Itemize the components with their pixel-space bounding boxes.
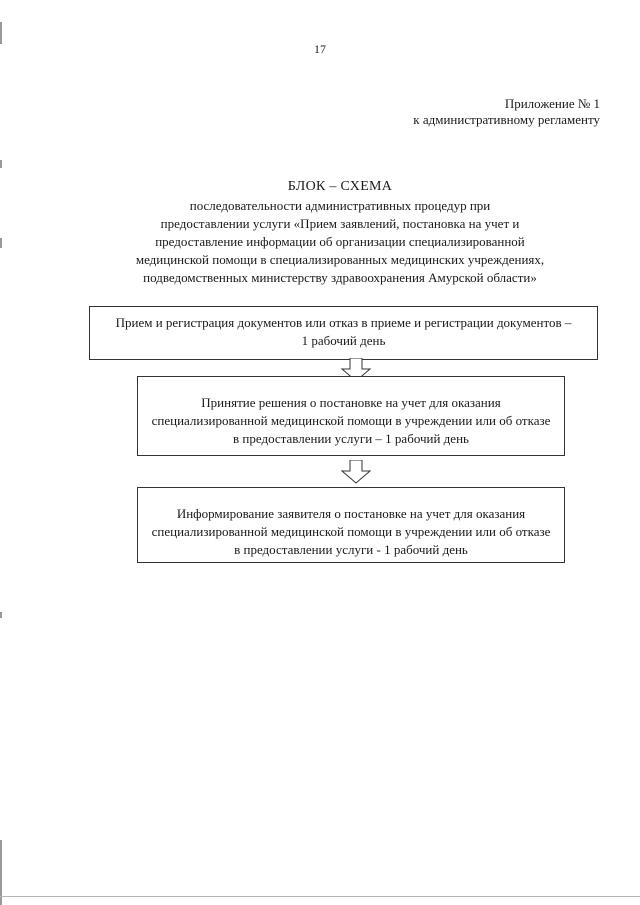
- step-text-line: Прием и регистрация документов или отказ в приеме и регистрации документов –: [115, 315, 572, 330]
- title-line: медицинской помощи в специализированных медицинских учреждениях,: [135, 252, 545, 267]
- scan-edge-mark: [0, 22, 2, 44]
- flow-step-decision: [137, 376, 565, 456]
- scan-bottom-edge: [0, 896, 640, 897]
- step-text-line: Информирование заявителя о постановке на учет для оказания: [176, 506, 526, 521]
- appendix-line-2: к административному регламенту: [413, 112, 600, 127]
- title-main: БЛОК – СХЕМА: [287, 179, 393, 194]
- page-number: 17: [314, 42, 326, 56]
- step-text-line: в предоставлении услуги – 1 рабочий день: [233, 431, 469, 446]
- scan-edge-mark: [0, 160, 2, 168]
- step-text-line: Принятие решения о постановке на учет для оказания: [201, 395, 501, 410]
- step-text-line: в предоставлении услуги - 1 рабочий день: [234, 542, 468, 557]
- flow-arrow-down-icon: [336, 460, 376, 484]
- appendix-line-1: Приложение № 1: [504, 96, 600, 111]
- appendix-caption: [413, 96, 600, 128]
- step-text-line: специализированной медицинской помощи в учреждении или об отказе: [151, 413, 551, 428]
- title-line: предоставление информации об организации специализированной: [155, 234, 525, 249]
- title-line: подведомственных министерству здравоохранения Амурской области»: [143, 270, 537, 285]
- title-line: последовательности административных процедур при: [189, 198, 491, 213]
- document-title: [100, 177, 580, 287]
- flow-step-notification: [137, 487, 565, 563]
- step-text-line: 1 рабочий день: [301, 333, 386, 348]
- step-text-line: специализированной медицинской помощи в учреждении или об отказе: [151, 524, 551, 539]
- scan-edge-mark: [0, 612, 2, 618]
- scan-edge-mark: [0, 238, 2, 248]
- flow-step-registration: [89, 306, 598, 360]
- title-line: предоставлении услуги «Прием заявлений, постановка на учет и: [160, 216, 520, 231]
